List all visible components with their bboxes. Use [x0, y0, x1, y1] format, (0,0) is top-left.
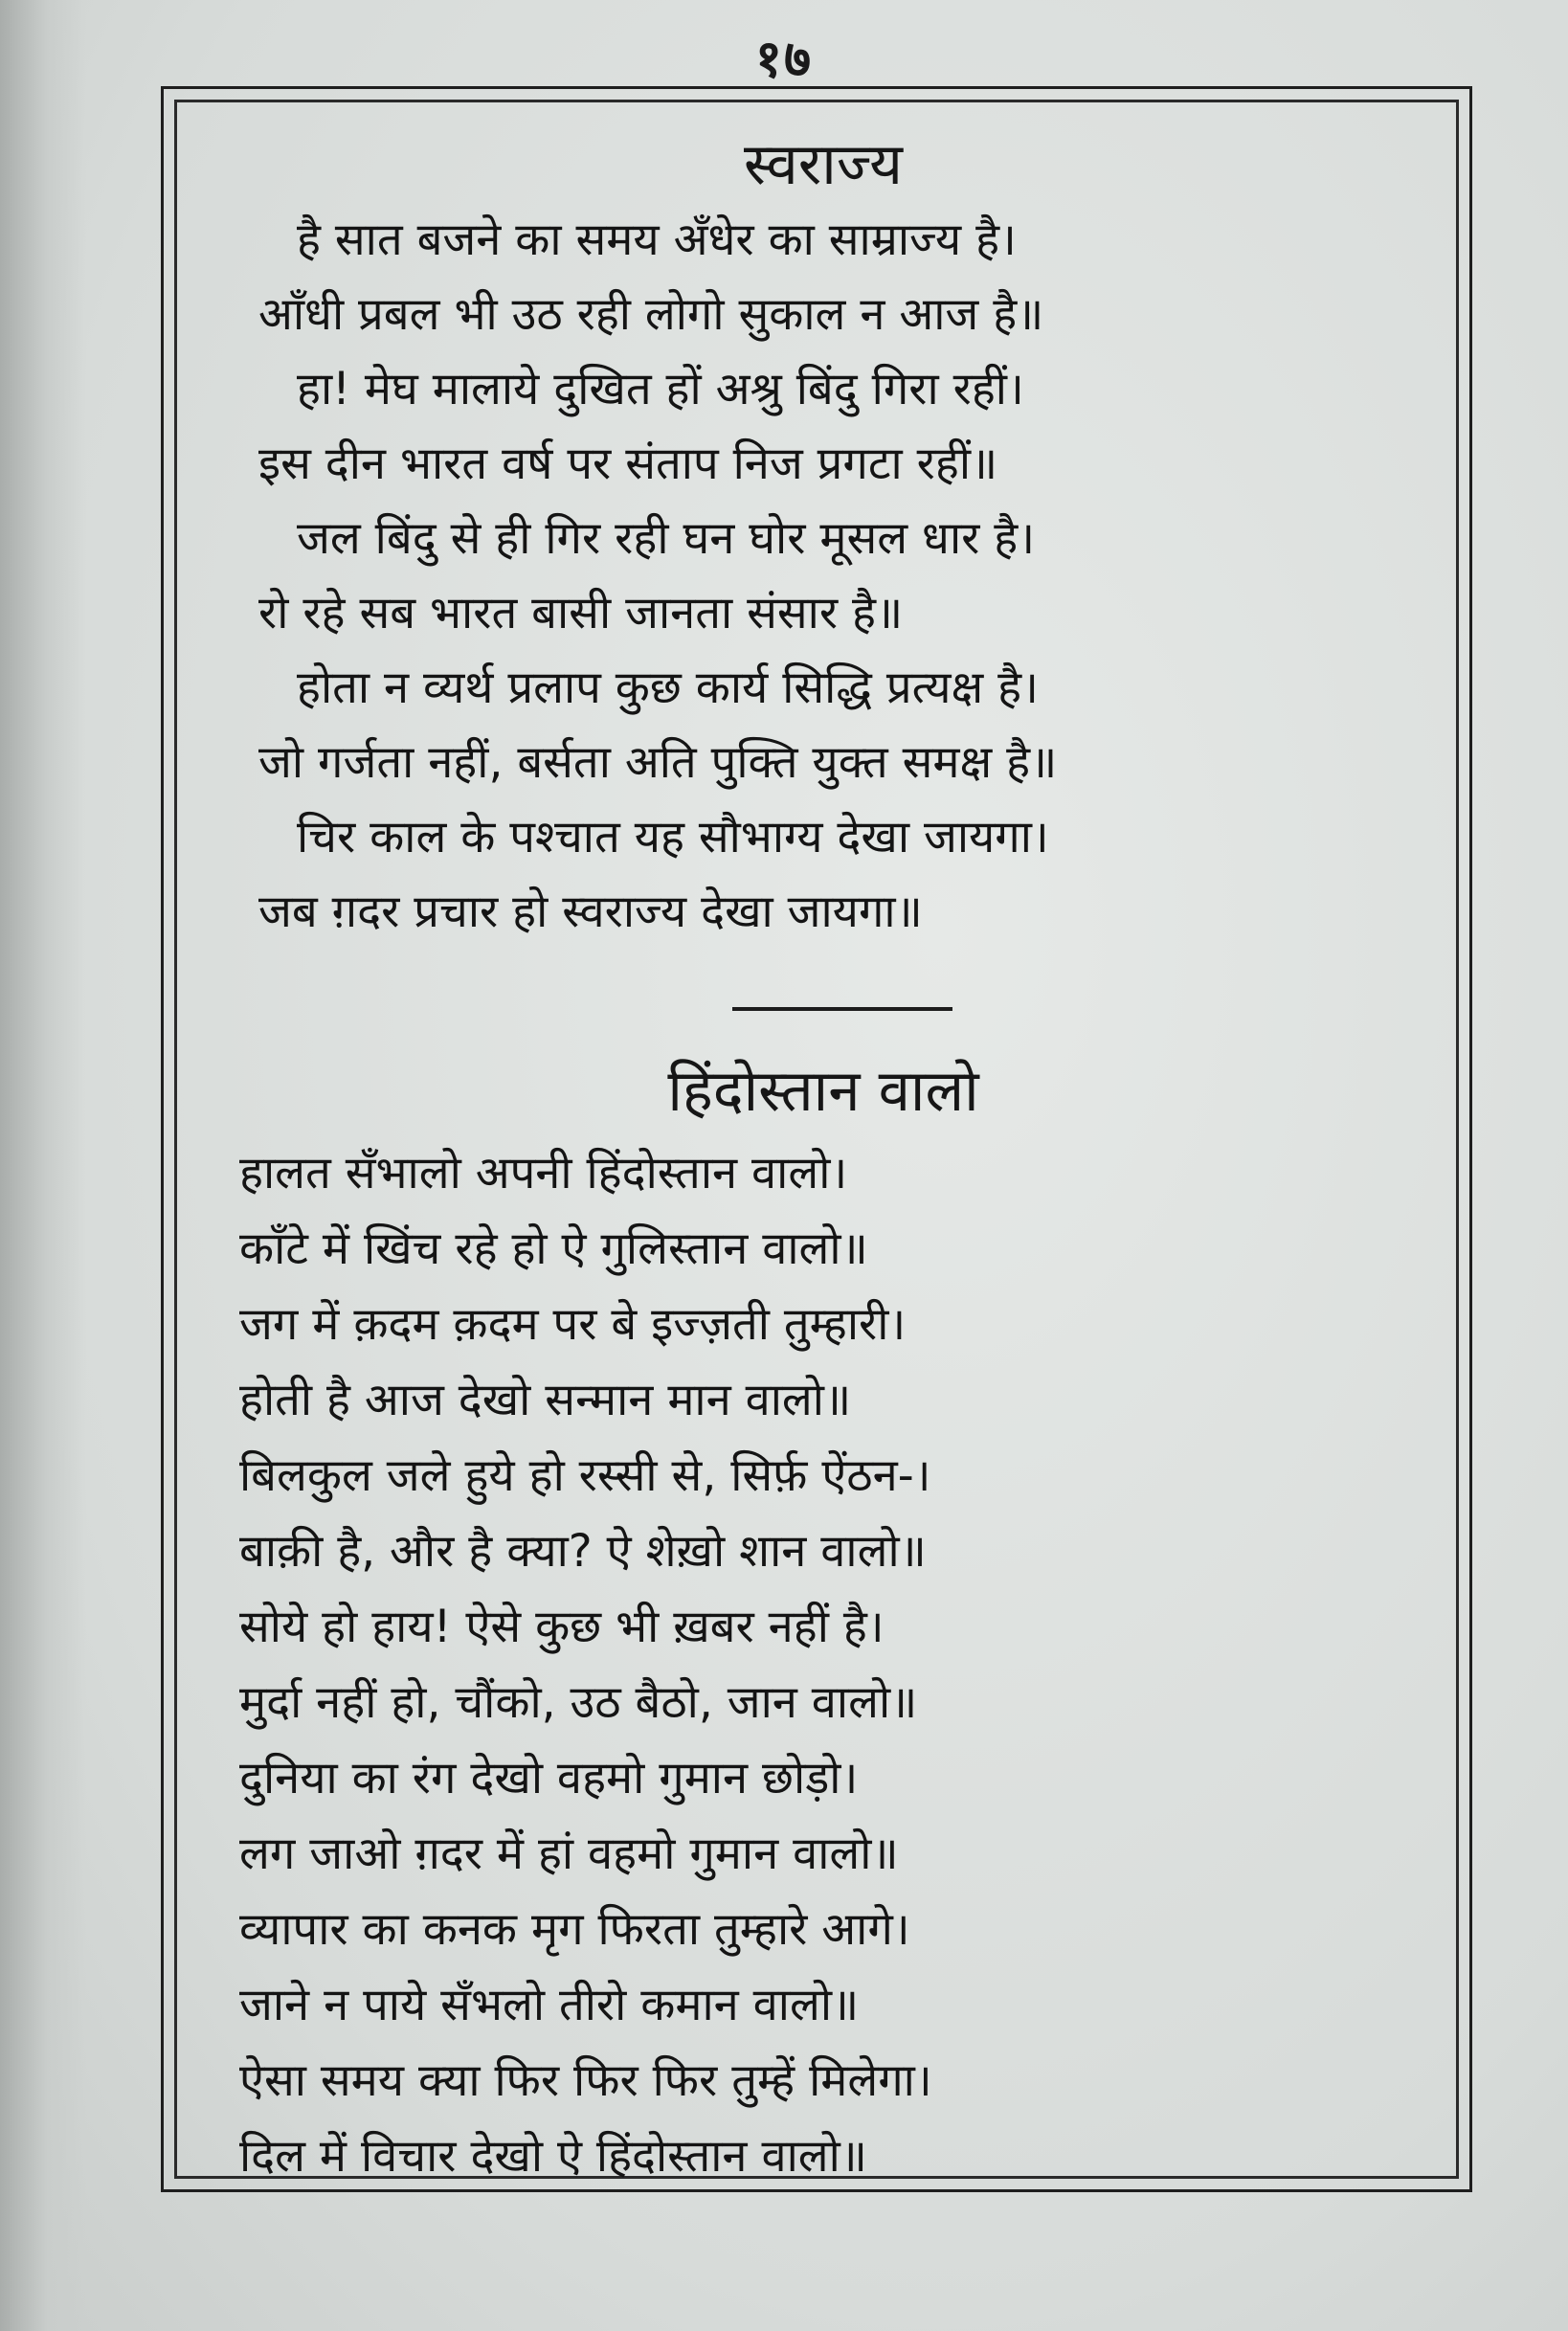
poem-line: लग जाओ ग़दर में हां वहमो गुमान वालो॥: [239, 1827, 899, 1880]
poem-line: बाक़ी है, और है क्या? ऐ शेख़ो शान वालो॥: [239, 1525, 927, 1578]
poem-line: मुर्दा नहीं हो, चौंको, उठ बैठो, जान वालो॥: [239, 1676, 918, 1729]
poem-line: इस दीन भारत वर्ष पर संताप निज प्रगटा रहीं॥: [258, 437, 998, 490]
poem-line: जब ग़दर प्रचार हो स्वराज्य देखा जायगा॥: [258, 885, 923, 938]
page-number: १७: [754, 28, 814, 89]
poem-line: होता न व्यर्थ प्रलाप कुछ कार्य सिद्धि प्रत्यक्ष है।: [297, 661, 1039, 714]
poem-line: जग में क़दम क़दम पर बे इज्ज़ती तुम्हारी।: [239, 1298, 907, 1351]
poem-line: दिल में विचार देखो ऐ हिंदोस्तान वालो॥: [239, 2130, 867, 2183]
poem-line: सोये हो हाय! ऐसे कुछ भी ख़बर नहीं है।: [239, 1601, 885, 1653]
poem-line: आँधी प्रबल भी उठ रही लोगो सुकाल न आज है॥: [258, 288, 1044, 341]
poem-lines: [220, 203, 1426, 950]
poem-hindostan-walo: [220, 1053, 1426, 2194]
poem-title: हिंदोस्तान वालो: [667, 1058, 979, 1125]
poem-line: हा! मेघ मालाये दुखित हों अश्रु बिंदु गिरा रहीं।: [297, 363, 1024, 415]
section-divider: [732, 1007, 952, 1011]
poem-lines: [220, 1135, 1426, 2194]
poem-line: जो गर्जता नहीं, बर्सता अति पुक्ति युक्त समक्ष है॥: [258, 736, 1058, 789]
poem-line: हालत सँभालो अपनी हिंदोस्तान वालो।: [239, 1147, 848, 1199]
poem-line: काँटे में खिंच रहे हो ऐ गुलिस्तान वालो॥: [239, 1222, 868, 1275]
poem-line: दुनिया का रंग देखो वहमो गुमान छोड़ो।: [239, 1752, 859, 1804]
poem-swarajya: [220, 126, 1426, 950]
poem-line: ऐसा समय क्या फिर फिर फिर तुम्हें मिलेगा।: [239, 2054, 932, 2107]
poem-line: चिर काल के पश्चात यह सौभाग्य देखा जायगा।: [297, 811, 1049, 863]
poem-line: होती है आज देखो सन्मान मान वालो॥: [239, 1374, 852, 1426]
poem-line: बिलकुल जले हुये हो रस्सी से, सिर्फ़ ऐंठन-।: [239, 1449, 931, 1502]
poem-line: जाने न पाये सँभलो तीरो कमान वालो॥: [239, 1979, 860, 2031]
poem-line: रो रहे सब भारत बासी जानता संसार है॥: [258, 587, 904, 639]
poem-line: जल बिंदु से ही गिर रही घन घोर मूसल धार है।: [297, 512, 1036, 565]
poem-title: स्वराज्य: [744, 131, 903, 198]
spine-shadow: [0, 0, 86, 2331]
poem-line: व्यापार का कनक मृग फिरता तुम्हारे आगे।: [239, 1903, 910, 1956]
poem-line: है सात बजने का समय अँधेर का साम्राज्य है।: [297, 213, 1017, 266]
